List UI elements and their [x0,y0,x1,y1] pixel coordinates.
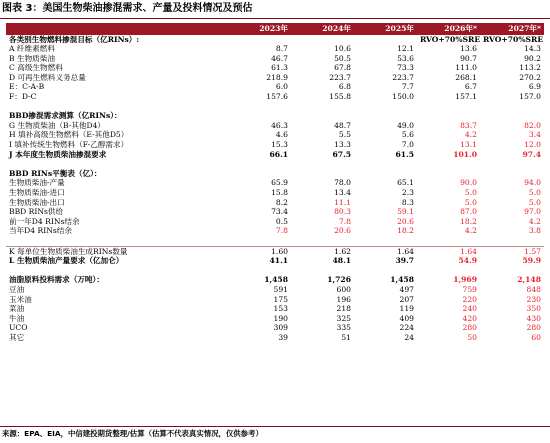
value-cell: 0.5 [275,216,288,226]
row-label: 菜油 [9,304,25,314]
value-cell: 67.8 [334,63,351,73]
table-row [6,35,544,45]
row-label [6,266,228,276]
table-row [6,314,544,324]
value-cell: 83.7 [460,120,477,130]
row-label: I 填补传统生物燃料（F-乙醇需求） [9,140,129,150]
value-cell: 1.64 [354,246,417,256]
value-cell: 7.7 [401,82,414,92]
table-row [6,207,544,217]
biodiesel-table [6,23,544,343]
value-cell [228,169,291,179]
value-cell: 5.6 [401,130,414,140]
value-cell: 280 [462,323,477,333]
value-cell [480,266,544,276]
value-cell: 10.6 [334,44,351,54]
value-cell: 82.0 [524,120,541,130]
value-cell [480,111,544,121]
table-row [6,304,544,314]
row-label: UCO [9,323,28,333]
value-cell: 1.60 [228,246,291,256]
value-cell [354,236,417,246]
title-divider [0,18,550,19]
value-cell: 223.7 [329,72,351,82]
value-cell [228,111,291,121]
header-cell: 2024年 [291,23,354,35]
table-row [6,198,544,208]
value-cell: 61.3 [271,63,288,73]
row-label: 当年D4 RINs结余 [9,226,72,236]
value-cell: 46.7 [271,53,288,63]
value-cell [354,266,417,276]
value-cell: 4.2 [464,130,477,140]
value-cell: 90.0 [460,178,477,188]
value-cell: 80.3 [334,207,351,217]
value-cell: 335 [336,323,351,333]
table-row [6,323,544,333]
value-cell: 66.1 [269,149,288,159]
row-label: B 生物质柴油 [9,53,55,63]
value-cell: 50 [467,332,477,342]
value-cell: 409 [399,313,414,323]
row-label: 生物质柴油-出口 [9,197,65,207]
value-cell [480,236,544,246]
value-cell: 49.0 [397,120,414,130]
value-cell: 90.2 [524,53,541,63]
value-cell: 175 [273,294,288,304]
value-cell: 48.1 [332,256,351,266]
row-label: BBD掺混需求测算（亿RINs）： [9,111,122,121]
value-cell: 18.2 [397,226,414,236]
value-cell: 5.0 [464,197,477,207]
table-row [6,256,544,266]
value-cell: 13.1 [460,140,477,150]
value-cell [291,102,354,112]
value-cell: 420 [462,313,477,323]
value-cell: 51 [341,332,351,342]
table-spacer-row [6,102,544,112]
value-cell: 1,969 [453,275,477,285]
value-cell [228,35,291,45]
row-label: 豆油 [9,284,25,294]
row-label: J 本年度生物质柴油掺混要求 [9,149,107,159]
value-cell [417,266,480,276]
value-cell: 1.64 [417,246,480,256]
value-cell: 157.1 [455,92,477,102]
value-cell: 94.0 [524,178,541,188]
value-cell: 4.2 [528,216,541,226]
value-cell [291,159,354,169]
value-cell: 7.8 [275,226,288,236]
value-cell [417,169,480,179]
table-header-row [6,23,544,35]
value-cell: 155.8 [329,92,351,102]
value-cell: 7.0 [401,140,414,150]
value-cell: 14.3 [524,44,541,54]
table-row [6,333,544,343]
value-cell: 6.9 [528,82,541,92]
row-label: 各类别生物燃料掺混目标（亿RINs）: [9,34,140,44]
value-cell: 3.4 [528,130,541,140]
value-cell [228,236,291,246]
value-cell [228,266,291,276]
value-cell: 5.0 [528,197,541,207]
value-cell: 1,458 [390,275,414,285]
value-cell: 223.7 [392,72,414,82]
table-spacer-row [6,236,544,246]
value-cell: 111.0 [455,63,477,73]
value-cell: 2.3 [401,188,414,197]
value-cell: 268.1 [455,72,477,82]
table-row [6,121,544,131]
value-cell: 230 [526,294,541,304]
value-cell: 6.7 [464,82,477,92]
value-cell [480,102,544,112]
value-cell: 1,726 [327,275,351,285]
value-cell: 759 [462,284,477,294]
row-label: 生物质柴油-产量 [9,178,65,188]
value-cell: 1,458 [264,275,288,285]
table-row [6,188,544,198]
value-cell: 591 [273,284,288,294]
value-cell: 101.0 [453,149,477,159]
value-cell: 600 [336,284,351,294]
table-spacer-row [6,159,544,169]
value-cell: 2,148 [517,275,541,285]
value-cell: 309 [273,323,288,333]
value-cell: 59.9 [522,256,541,266]
value-cell: 67.5 [332,149,351,159]
row-label [6,159,228,169]
value-cell: 39.7 [395,256,414,266]
value-cell [228,102,291,112]
row-label: D 可再生燃料义务总量 [9,72,86,82]
value-cell: 150.0 [392,92,414,102]
table-spacer-row [6,266,544,276]
value-cell: 46.3 [271,120,288,130]
value-cell [291,111,354,121]
value-cell: 157.6 [266,92,288,102]
value-cell: 48.7 [334,120,351,130]
value-cell [354,169,417,179]
value-cell: 8.2 [275,197,288,207]
value-cell: 4.6 [275,130,288,140]
value-cell [291,169,354,179]
table-row [6,285,544,295]
row-label [6,236,228,246]
row-label: 生物质柴油-进口 [9,188,65,197]
value-cell [291,236,354,246]
value-cell: 50.5 [334,53,351,63]
value-cell: 20.6 [397,216,414,226]
row-label: E：C-A-B [9,82,45,92]
value-cell: 119 [399,304,414,314]
value-cell: 13.4 [334,188,351,197]
table-row [6,169,544,179]
value-cell: 7.8 [338,216,351,226]
value-cell: 97.0 [524,207,541,217]
value-cell: 59.1 [397,207,414,217]
value-cell: 73.4 [271,207,288,217]
value-cell: 224 [399,323,414,333]
value-cell: 78.0 [334,178,351,188]
value-cell: 350 [526,304,541,314]
row-label: C 高级生物燃料 [9,63,63,73]
value-cell [480,169,544,179]
value-cell: 218.9 [266,72,288,82]
value-cell: 15.3 [271,140,288,150]
value-cell: 8.7 [275,44,288,54]
value-cell [291,35,354,45]
value-cell: 5.0 [528,188,541,197]
table-row [6,140,544,150]
table-row [6,92,544,102]
table-row [6,130,544,140]
table-row [6,150,544,160]
table-row [6,82,544,92]
row-label: K 每单位生物质柴油生成RINs数量 [6,246,228,256]
row-label [6,102,228,112]
value-cell: 87.0 [460,207,477,217]
value-cell: 53.6 [397,53,414,63]
value-cell [480,159,544,169]
value-cell [354,102,417,112]
value-cell: 3.8 [528,226,541,236]
row-label: 其它 [9,332,25,342]
value-cell [291,266,354,276]
value-cell: RVO+70%SRE [420,34,480,44]
footer-divider [0,426,550,427]
row-label: BBD RINs平衡表（亿）： [9,168,102,178]
value-cell: 6.0 [275,82,288,92]
value-cell: 11.1 [334,197,351,207]
value-cell [417,102,480,112]
table-row [6,63,544,73]
value-cell: 4.2 [464,226,477,236]
value-cell [354,159,417,169]
value-cell: 13.3 [334,140,351,150]
table-row [6,217,544,227]
value-cell: 325 [336,313,351,323]
header-cell [6,23,228,35]
value-cell [417,111,480,121]
value-cell: 13.6 [460,44,477,54]
row-label: A 纤维素燃料 [9,44,55,54]
value-cell: 218 [336,304,351,314]
value-cell [228,159,291,169]
value-cell: 270.2 [519,72,541,82]
value-cell [417,236,480,246]
row-label: H 填补高级生物燃料（E-其他D5） [9,130,129,140]
value-cell: 1.62 [291,246,354,256]
value-cell: 430 [526,313,541,323]
chart-title: 图表 3：美国生物柴油掺混需求、产量及投料情况及预估 [2,3,253,14]
value-cell: 1.57 [480,246,544,256]
row-label: BBD RINs供给 [9,207,64,217]
value-cell: 39 [278,332,288,342]
value-cell: 196 [336,294,351,304]
row-label: L 生物质柴油产量要求（亿加仑） [9,256,124,266]
row-label: 油脂原料投料需求（万吨）： [9,275,104,285]
table-row [6,73,544,83]
table-row [6,54,544,64]
value-cell: 97.4 [522,149,541,159]
header-cell: 2026年* [417,23,480,35]
value-cell: 153 [273,304,288,314]
value-cell: 848 [526,284,541,294]
value-cell: 20.6 [334,226,351,236]
value-cell: 240 [462,304,477,314]
value-cell: 8.3 [401,197,414,207]
value-cell: 5.5 [338,130,351,140]
table-row [6,226,544,236]
value-cell: 497 [399,284,414,294]
value-cell: 65.1 [397,178,414,188]
table-row [6,275,544,285]
header-cell: 2023年 [228,23,291,35]
value-cell: 24 [404,332,414,342]
value-cell: RVO+70%SRE [483,34,544,44]
value-cell [417,159,480,169]
value-cell: 280 [526,323,541,333]
value-cell: 61.5 [395,149,414,159]
value-cell: 18.2 [460,216,477,226]
value-cell: 90.7 [460,53,477,63]
table-row [6,111,544,121]
value-cell: 41.1 [269,256,288,266]
value-cell: 207 [399,294,414,304]
row-label: 牛油 [9,313,25,323]
value-cell: 157.0 [519,92,541,102]
value-cell: 190 [273,313,288,323]
value-cell: 73.3 [397,63,414,73]
row-label: F：D-C [9,92,37,102]
value-cell: 60 [531,332,541,342]
table-row [6,178,544,188]
table-row [6,246,544,256]
row-label: 玉米油 [9,294,32,304]
value-cell: 113.2 [519,63,541,73]
header-cell: 2027年* [480,23,544,35]
value-cell: 65.9 [271,178,288,188]
table-row [6,295,544,305]
row-label: 前一年D4 RINs结余 [9,216,80,226]
source-note: 来源：EPA、EIA，中信建投期货整理/估算（估算不代表真实情况，仅供参考） [2,429,263,438]
header-cell: 2025年 [354,23,417,35]
value-cell: 12.0 [524,140,541,150]
table-row [6,44,544,54]
value-cell: 12.1 [397,44,414,54]
value-cell [354,35,417,45]
value-cell: 54.9 [458,256,477,266]
value-cell: 5.0 [464,188,477,197]
value-cell [354,111,417,121]
value-cell: 220 [462,294,477,304]
value-cell: 6.8 [338,82,351,92]
value-cell: 15.8 [271,188,288,197]
row-label: G 生物质柴油（B-其他D4） [9,120,106,130]
